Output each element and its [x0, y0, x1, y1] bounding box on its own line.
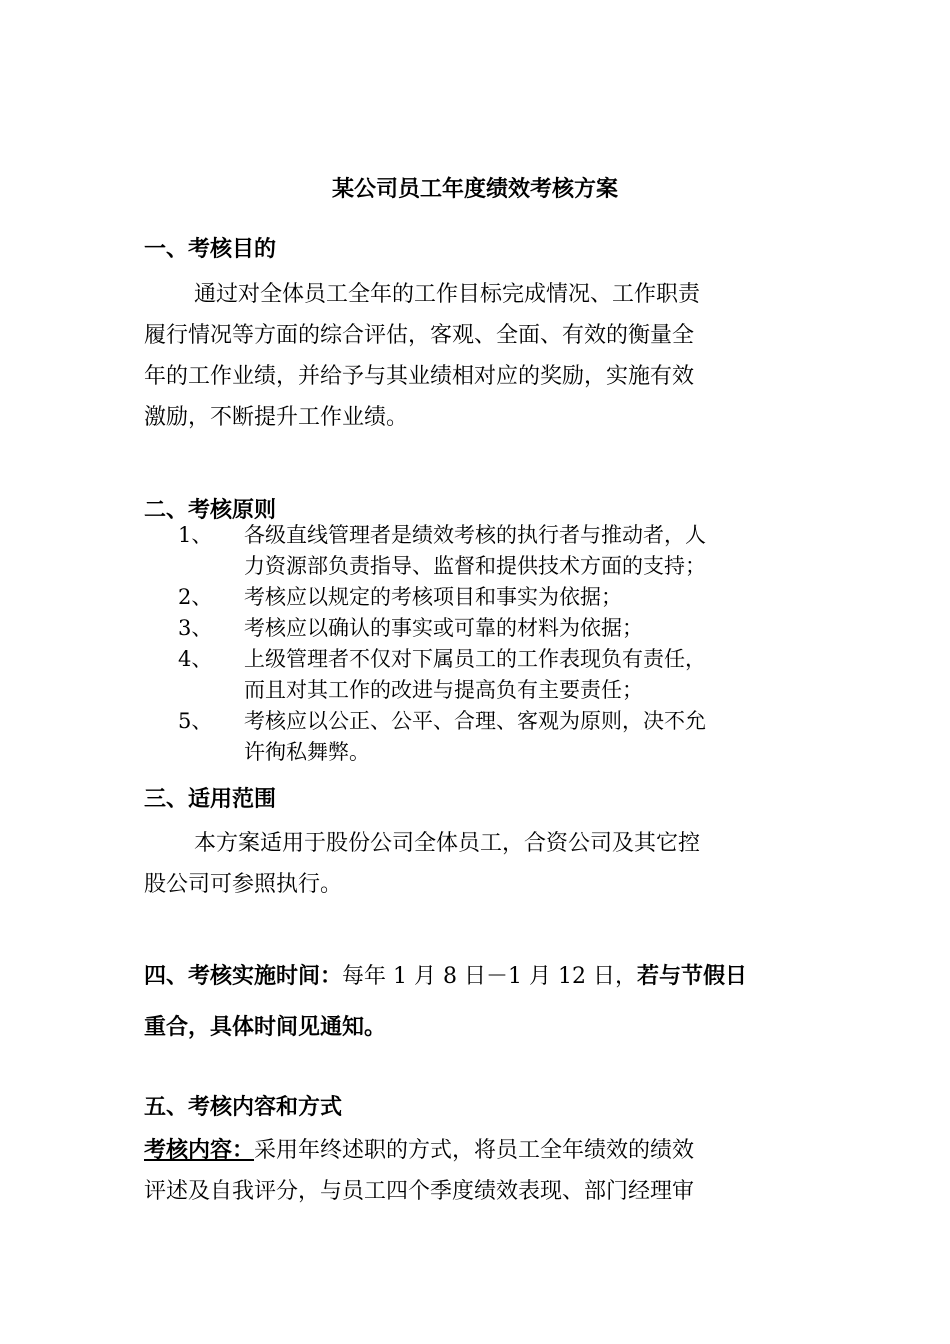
section-5-body	[144, 1130, 807, 1212]
list-item: 2、 考核应以规定的考核项目和事实为依据；	[144, 582, 807, 613]
section-1-heading: 一、考核目的	[144, 236, 277, 262]
section-2-heading: 二、考核原则	[144, 497, 277, 523]
section-3-heading: 三、适用范围	[144, 786, 277, 812]
list-number: 3、	[178, 616, 213, 640]
list-item: 5、 考核应以公正、公平、合理、客观为原则，决不允 许徇私舞弊。	[144, 706, 807, 768]
list-number: 2、	[178, 585, 213, 609]
section-3-line: 股公司可参照执行。	[144, 872, 343, 897]
list-number: 4、	[178, 647, 213, 671]
list-number: 5、	[178, 709, 213, 733]
section-1-line: 年的工作业绩，并给予与其业绩相对应的奖励，实施有效	[144, 364, 695, 389]
list-number: 1、	[178, 523, 213, 547]
section-1-line: 履行情况等方面的综合评估，客观、全面、有效的衡量全	[144, 323, 695, 348]
section-1-body	[144, 274, 807, 438]
section-5-line: 评述及自我评分，与员工四个季度绩效表现、部门经理审	[144, 1179, 695, 1204]
section-4-note: 若与节假日	[636, 963, 747, 989]
document-title: 某公司员工年度绩效考核方案	[331, 176, 618, 202]
principles-list	[144, 520, 807, 768]
section-4-line	[144, 956, 807, 997]
section-1-line: 通过对全体员工全年的工作目标完成情况、工作职责	[194, 282, 701, 307]
section-4-label: 四、考核实施时间：	[144, 963, 343, 989]
section-3-body	[144, 823, 807, 905]
list-item: 1、 各级直线管理者是绩效考核的执行者与推动者，人 力资源部负责指导、监督和提供技术方面的支持；	[144, 520, 807, 582]
section-4	[144, 956, 807, 1048]
section-5-heading: 五、考核内容和方式	[144, 1094, 343, 1120]
section-4-dates: 每年 1 月 8 日－1 月 12 日，	[342, 964, 637, 989]
section-4-note-cont: 重合，具体时间见通知。	[144, 1014, 387, 1040]
section-1-line: 激励，不断提升工作业绩。	[144, 405, 409, 430]
section-5-line: 考核内容：采用年终述职的方式，将员工全年绩效的绩效	[144, 1137, 695, 1163]
list-item: 3、 考核应以确认的事实或可靠的材料为依据；	[144, 613, 807, 644]
section-5-label: 考核内容：	[144, 1137, 255, 1163]
list-item: 4、 上级管理者不仅对下属员工的工作表现负有责任， 而且对其工作的改进与提高负有主要责任；	[144, 644, 807, 706]
section-3-line: 本方案适用于股份公司全体员工，合资公司及其它控	[194, 831, 701, 856]
